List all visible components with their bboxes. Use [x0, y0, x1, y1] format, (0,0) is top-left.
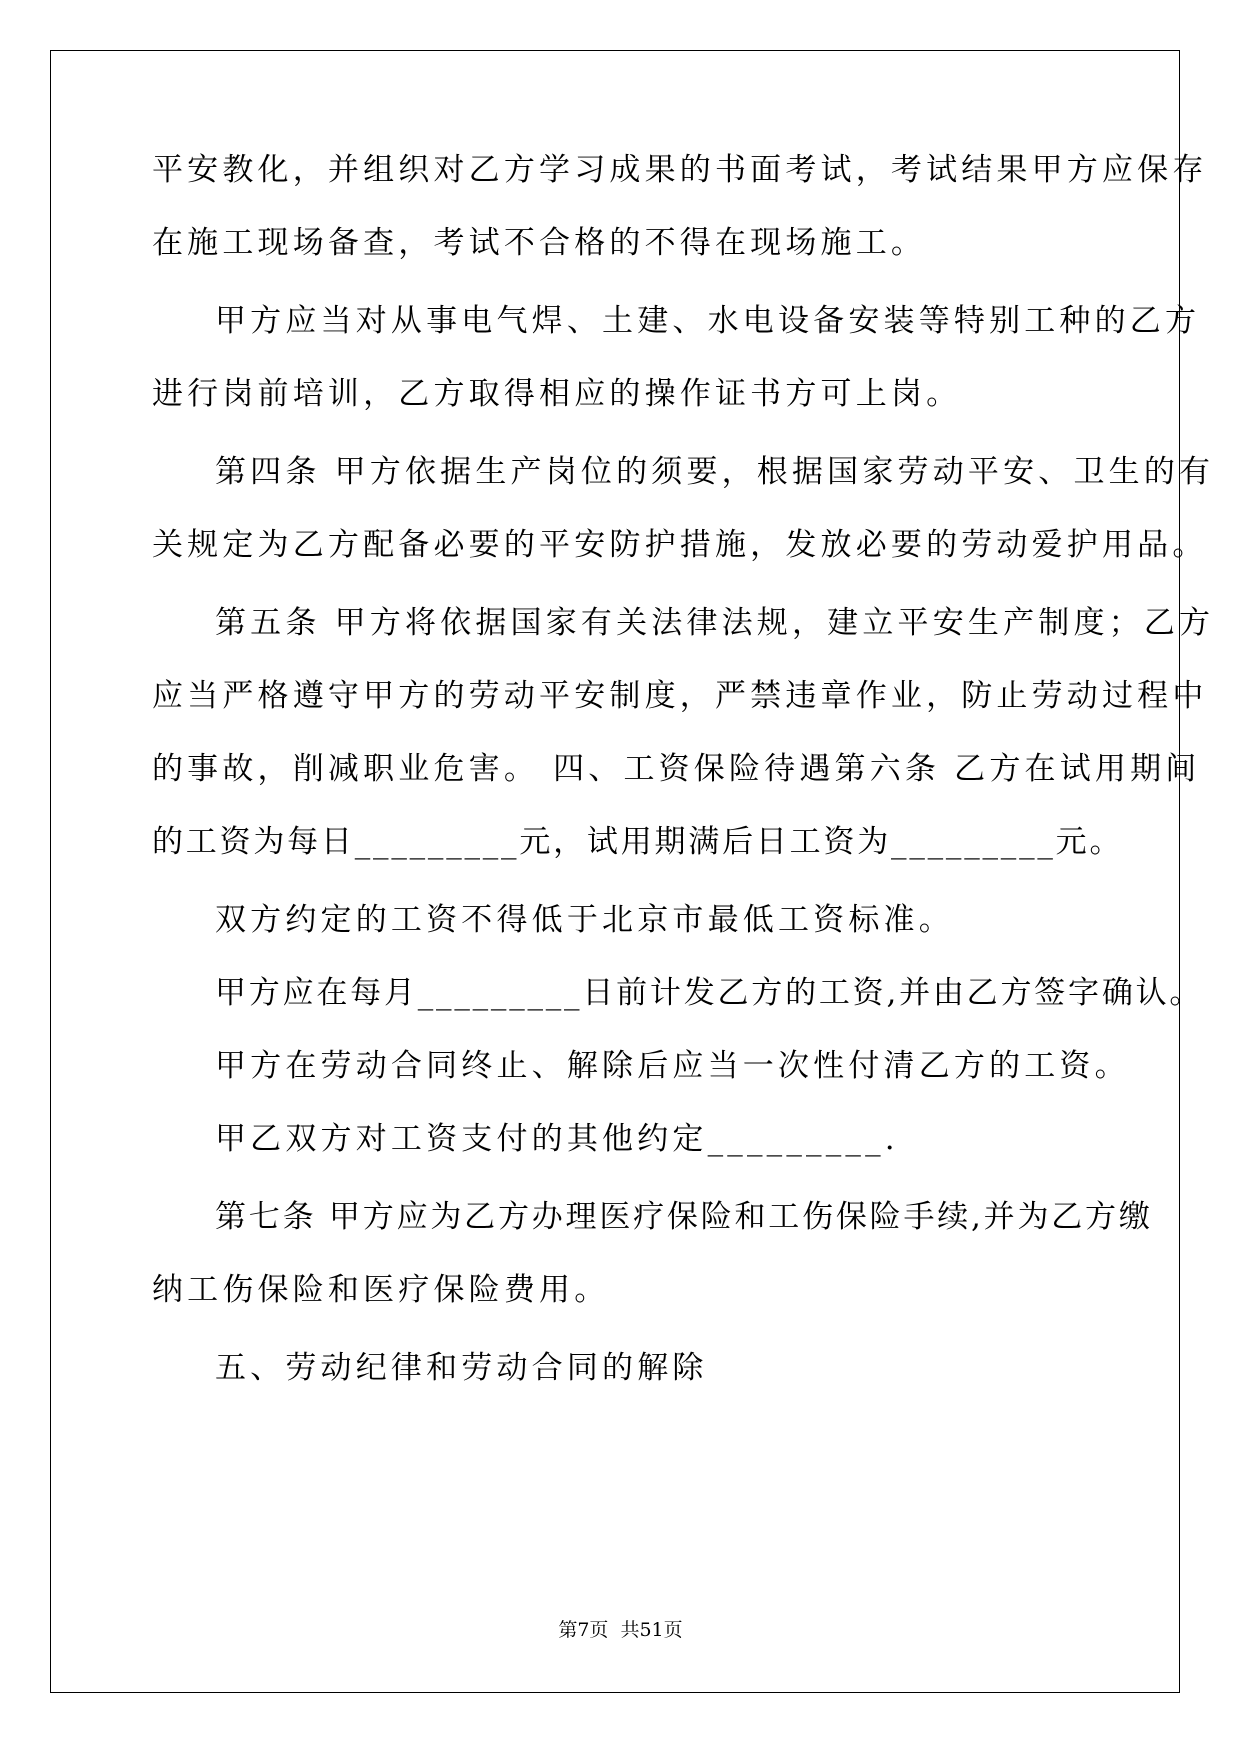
- text-line: 第五条 甲方将依据国家有关法律法规，建立平安生产制度；乙方: [215, 605, 1215, 641]
- text-line: 第四条 甲方依据生产岗位的须要，根据国家劳动平安、卫生的有: [215, 454, 1215, 490]
- text-line: 甲方在劳动合同终止、解除后应当一次性付清乙方的工资。: [215, 1048, 1130, 1084]
- text-line: 进行岗前培训，乙方取得相应的操作证书方可上岗。: [152, 376, 962, 412]
- text-line: 关规定为乙方配备必要的平安防护措施，发放必要的劳动爱护用品。: [152, 527, 1208, 563]
- page-number: 第7页: [558, 1619, 609, 1641]
- text-line: 第七条 甲方应为乙方办理医疗保险和工伤保险手续,并为乙方缴: [215, 1199, 1153, 1235]
- text-line: 在施工现场备查，考试不合格的不得在现场施工。: [152, 225, 927, 261]
- text-line: 的事故，削减职业危害。 四、工资保险待遇第六条 乙方在试用期间: [152, 751, 1201, 787]
- text-line: 应当严格遵守甲方的劳动平安制度，严禁违章作业，防止劳动过程中: [152, 678, 1208, 714]
- text-line: 甲乙双方对工资支付的其他约定_________.: [215, 1121, 899, 1157]
- page-border: [50, 50, 1180, 1693]
- text-line: 甲方应在每月_________日前计发乙方的工资,并由乙方签字确认。: [215, 975, 1204, 1011]
- text-line: 甲方应当对从事电气焊、土建、水电设备安装等特别工种的乙方: [215, 303, 1201, 339]
- text-line: 的工资为每日_________元，试用期满后日工资为_________元。: [152, 824, 1124, 860]
- text-line: 平安教化，并组织对乙方学习成果的书面考试，考试结果甲方应保存: [152, 152, 1208, 188]
- section-heading: 五、劳动纪律和劳动合同的解除: [215, 1350, 708, 1386]
- page-footer: [0, 1615, 1241, 1642]
- page-total: 共51页: [620, 1619, 683, 1641]
- text-line: 双方约定的工资不得低于北京市最低工资标准。: [215, 902, 954, 938]
- text-line: 纳工伤保险和医疗保险费用。: [152, 1272, 610, 1308]
